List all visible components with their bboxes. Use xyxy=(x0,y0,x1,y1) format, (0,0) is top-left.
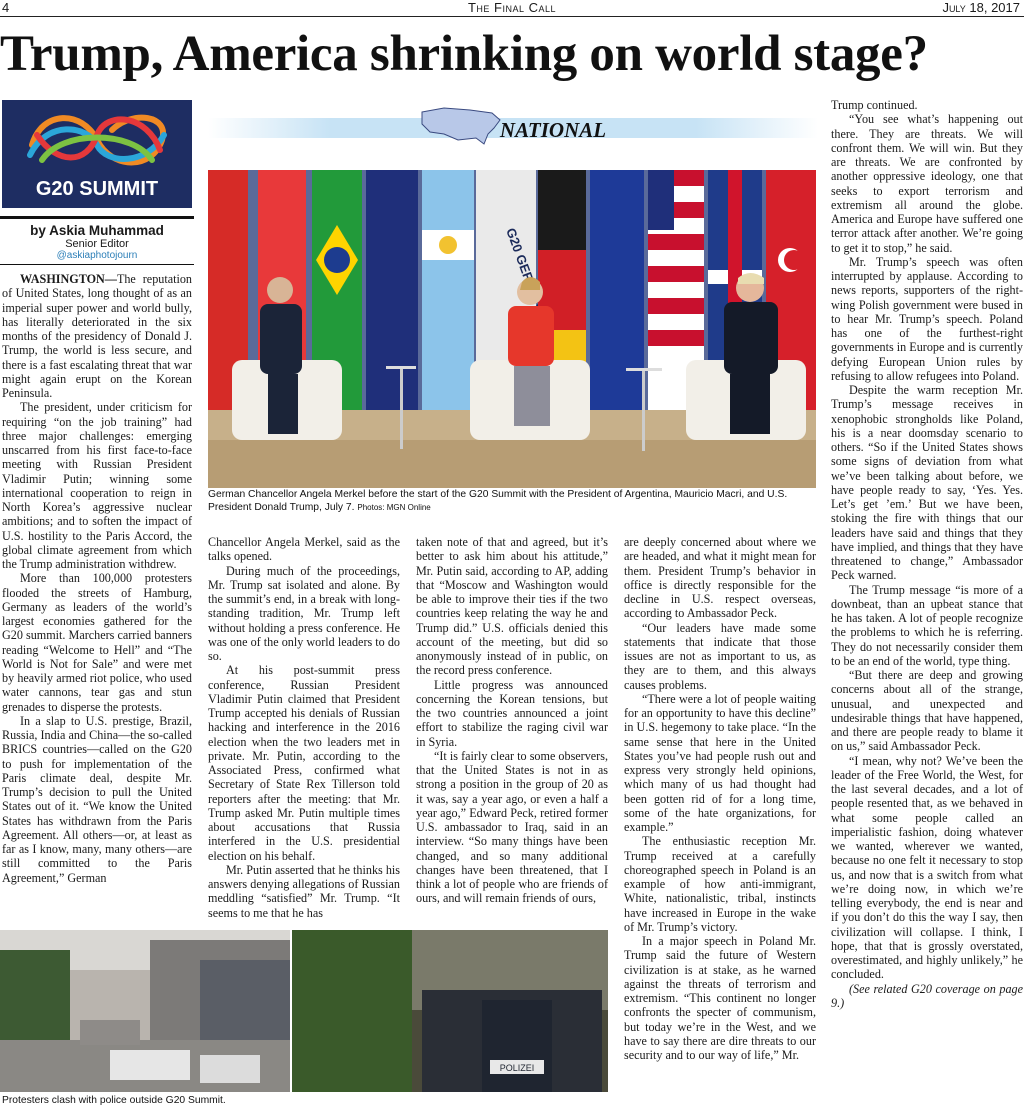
paragraph: “You see what’s happening out there. They are threats. We will confront them. We will win. But they are threats. We are confronted by another oppressive ideology, one that seeks to export terrorism and extremism all around the globe. America and Europe have suffered one terror attack after another. We’re going to get it to stop,” he said. xyxy=(831,112,1023,255)
article-column-3 xyxy=(416,535,608,906)
paragraph: are deeply concerned about where we are headed, and what it might mean for them. President Trump’s behavior in office is directly responsible for the decline in U.S. respect overseas, according to Ambassador Peck. xyxy=(624,535,816,621)
paragraph: “There were a lot of people waiting for an opportunity to have this decline” in U.S. hegemony to take place. “In the same sense that here in the United States you’ve had people rush out and express very strongly held opinions, which many of us had thought had been gotten rid of for a long time, some of the hate organizations, for example.” xyxy=(624,691,816,834)
banner-graphic xyxy=(208,104,818,150)
paragraph: In a slap to U.S. prestige, Brazil, Russia, India and China—the so-called BRICS countries—called on the G20 to push for implementation of the Paris climate deal, despite Mr. Trump’s decision to pull the United States out of it. “We know the United States has withdrawn from the Paris Agreement. All others—or, at least as far as I know, many, many others—are still committed to the Paris Agreement,” German xyxy=(2,713,192,885)
paragraph: The enthusiastic reception Mr. Trump received at a carefully choreographed speech in Poland is an example of how anti-immigrant, White, nationalistic, tribal, instincts have increased in Europe in the wake of Mr. Trump’s victory. xyxy=(624,834,816,934)
g20-logo-graphic xyxy=(2,100,192,208)
main-photo-caption-text: German Chancellor Angela Merkel before the start of the G20 Summit with the President of Argentina, Mauricio Macri, and U.S. President Donald Trump, July 7. xyxy=(208,489,788,513)
paragraph: “Our leaders have made some statements that indicate that those issues are not as important to us, as they are to them, and this always causes problems. xyxy=(624,620,816,692)
masthead: The Final Call xyxy=(467,0,557,15)
police-van-photo xyxy=(292,930,608,1092)
paragraph: Despite the warm reception Mr. Trump’s message receives in xenophobic strongholds like Poland, his is a near doomsday scenario to others. “So if the United States shows some signs of deviation from what we’ve been talking about before, we have people ready to say, ‘Yes. Yes. Let’s get ’em.’ But we have been, stoking the fire with things that our leaders have said and things that they have implied, and things that they have threatened to change,” Ambassador Peck warned. xyxy=(831,383,1023,583)
section-banner xyxy=(208,104,818,150)
paragraph: “I mean, why not? We’ve been the leader of the Free World, the West, for the last several decades, and a lot of people resented that, as we behaved in what some people called an imperialistic fashion, doing whatever we wanted, wherever we wanted, because no one felt it necessary to stop us, and now that is a switch from what we’re doing now, in which we’re telling everybody, the end is near and if you don’t do this the way I say, then civilization will collapse. I think, I hope, that that is grossly overstated, overestimated, and highly unlikely,” he concluded. xyxy=(831,753,1023,982)
author-title: Senior Editor xyxy=(65,238,129,250)
paragraph: taken note of that and agreed, but it’s better to ask him about his attitude,” Mr. Putin said, according to AP, adding that “Moscow and Washington would be able to improve their ties if the two countries keep relating the way he and Trump did.” U.S. officials denied this account of the meeting, but did so anonymously instead of in public, on the record press conference. xyxy=(416,535,608,678)
issue-date: July 18, 2017 xyxy=(942,0,1020,15)
g20-summit-logo-image xyxy=(2,100,192,208)
paragraph: The president, under criticism for requiring “on the job training” had three major challenges: emerging unscarred from his first face-to-face meeting with Russian President Vladimir Putin; winning some international cooperation to reign in North Korea’s aggressive nuclear ambitions; and to soften the impact of U.S. hostility to the Paris Accord, the global climate agreement from which the Trump administration withdrew. xyxy=(2,400,192,571)
page-number: 4 xyxy=(2,0,10,15)
paragraph: Little progress was announced concerning the Korean tensions, but the two countries announced a joint effort to stabilize the raging civil war in Syria. xyxy=(416,677,608,749)
byline xyxy=(0,216,194,265)
see-related-note: (See related G20 coverage on page 9.) xyxy=(831,981,1023,1010)
author-handle[interactable]: @askiaphotojourn xyxy=(56,250,138,261)
paragraph: Trump continued. xyxy=(831,98,918,112)
author-name: by Askia Muhammad xyxy=(30,223,164,238)
backdrop-text: G20 xyxy=(503,225,526,255)
paragraph: Chancellor Angela Merkel, said as the talks opened. xyxy=(208,535,400,564)
headline: Trump, America shrinking on world stage? xyxy=(0,26,928,82)
paragraph: The Trump message “is more of a downbeat, than an upbeat stance that he has taken. A lot of people recognize the problems to which he is referring. They do not necessarily consider them to be an end of the world, type thing. xyxy=(831,582,1023,668)
protest-photo-left xyxy=(0,930,290,1092)
paragraph: At his post-summit press conference, Russian President Vladimir Putin claimed that President Trump accepted his denials of Russian hacking and interference in the 2016 election when the two leaders met in private. Mr. Putin, according to the Associated Press, confirmed what Secretary of State Rex Tillerson told reporters after the meeting: that Mr. Trump asked Mr. Putin multiple times about accusations that Russia interfered in the U.S. presidential election on his behalf. xyxy=(208,663,400,863)
us-map-icon xyxy=(422,108,500,144)
article-column-4 xyxy=(624,535,816,1062)
photo-credit: Photos: MGN Online xyxy=(357,503,431,512)
article-column-2 xyxy=(208,535,400,920)
article-column-1 xyxy=(2,272,192,885)
paragraph: Mr. Trump’s speech was often interrupted by applause. According to news reports, supporters of the right-wing Polish government were bused in to hear Mr. Trump’s speech. Poland has one of the furthest-right governments in Europe and is currently defying European Union rules by refusing to allow refugees into Poland. xyxy=(831,254,1023,383)
logo-text: G20 SUMMIT xyxy=(35,178,159,200)
paragraph: “But there are deep and growing concerns about all of the strange, unusual, and unexpected and undesirable things that have happened, and there are people ready to blame it on us,” said Ambassador Peck. xyxy=(831,668,1023,754)
bottom-photo-caption: Protesters clash with police outside G20 Summit. xyxy=(2,1095,226,1106)
paragraph: In a major speech in Poland Mr. Trump said the future of Western civilization is at stake, as he warned against the threats of terrorism and extremism. “This continent no longer confronts the specter of communism, but today we’re in the West, and we have to say there are dire threats to our security and to our way of life,” Mr. xyxy=(624,934,816,1062)
section-banner-text: NATIONAL xyxy=(499,118,607,142)
main-photo xyxy=(208,170,816,488)
dateline: WASHINGTON— xyxy=(20,272,117,286)
paragraph: “It is fairly clear to some observers, that the United States is not in as strong a position in the group of 20 as it was, say a year ago, or even a half a year ago,” Edward Peck, retired former U.S. ambassador to Iraq, said in an interview. “So many things have been changed, and so many additional changes have been threatened, that I think a lot of people who are friends of ours, and will remain friends of ours, xyxy=(416,748,608,906)
paragraph: More than 100,000 protesters flooded the streets of Hamburg, Germany as leaders of the world’s largest economies gathered for the G20 summit. Marchers carried banners reading “Welcome to Hell” and “The World is Not for Sale” and were met by heavily armed riot police, who used water cannons, tear gas and stun grenades to disperse the protests. xyxy=(2,571,192,714)
protest-photo-right xyxy=(292,930,608,1092)
main-photo-caption xyxy=(208,488,820,514)
street-protest-photo xyxy=(0,930,290,1092)
paragraph: Mr. Putin asserted that he thinks his answers denying allegations of Russian meddling “satisfied” Mr. Trump. “It seems to me that he has xyxy=(208,862,400,920)
police-van-text: POLIZEI xyxy=(499,1063,535,1073)
paragraph: During much of the proceedings, Mr. Trump sat isolated and alone. By the summit’s end, in a break with long-standing tradition, Mr. Trump left without holding a press conference. He was one of the only world leaders to do so. xyxy=(208,563,400,663)
g20-leaders-photo xyxy=(208,170,816,488)
article-column-5 xyxy=(831,98,1023,1010)
folio-line xyxy=(0,0,1024,17)
paragraph: WASHINGTON—The reputation of United States, long thought of as an imperial super power and world bully, has literally deteriorated in the six months of the presidency of Donald J. Trump, the world is less secure, and there is a fast escalating threat that war might again erupt on the Korean Peninsula. xyxy=(2,272,192,400)
